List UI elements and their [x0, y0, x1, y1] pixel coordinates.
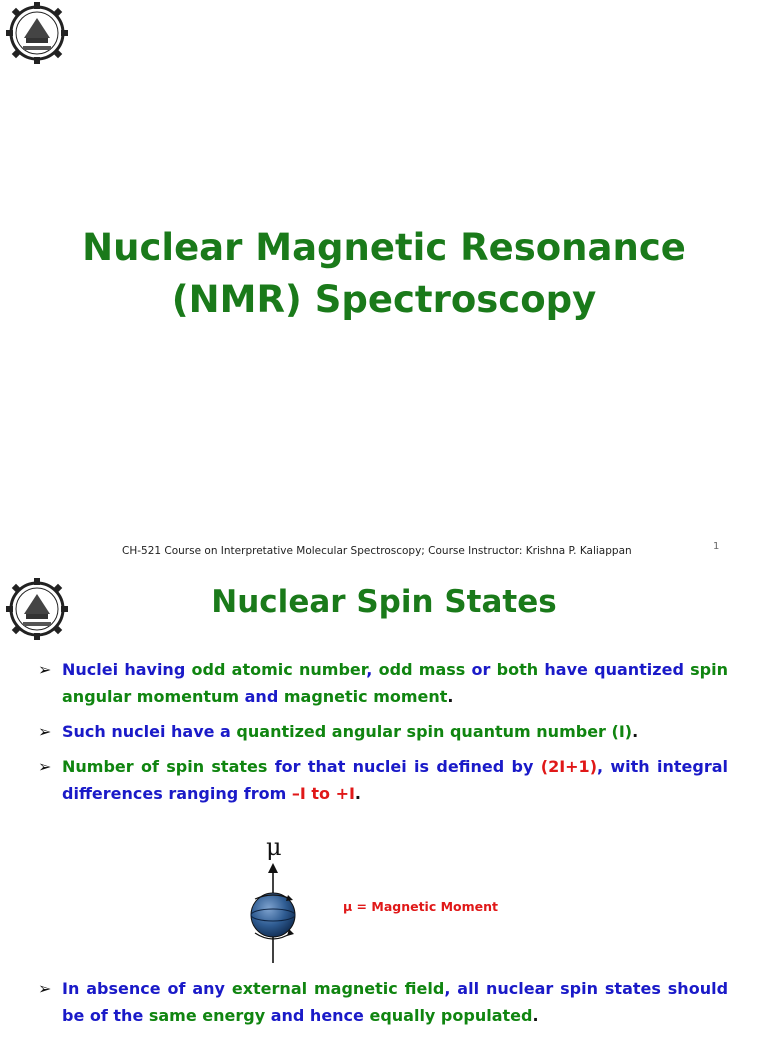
bottom-bullet: [38, 975, 728, 1037]
bullet-text-segment: .: [532, 1006, 539, 1025]
bullet-text-segment: , all nuclear spin states should be of the: [62, 979, 729, 1025]
bullet-text-segment: ,: [366, 660, 379, 679]
bullet-arrow-icon: ➢: [38, 757, 52, 776]
magnetic-moment-caption: μ = Magnetic Moment: [343, 899, 498, 914]
bullet-text-segment: , with integral differences ranging from: [62, 757, 729, 803]
bullet-text-segment: –I to +I: [291, 784, 355, 803]
bullet-text-segment: Such nuclei have a: [62, 722, 237, 741]
bullet-text-segment: odd atomic number: [191, 660, 367, 679]
bullet-text-segment: .: [354, 784, 361, 803]
bullet-text-segment: (2I+1): [540, 757, 597, 776]
bullet-item: [38, 718, 728, 745]
iit-bombay-logo-icon: [4, 0, 70, 66]
bullet-arrow-icon: ➢: [38, 979, 52, 998]
bullet-text-segment: and: [239, 687, 284, 706]
bullet-text-segment: magnetic moment: [283, 687, 448, 706]
mu-symbol: μ: [266, 833, 282, 861]
bullet-text-segment: Nuclei having: [62, 660, 192, 679]
bullet-item: [38, 656, 728, 710]
bullet-text-segment: equally populated: [369, 1006, 533, 1025]
slide-footer: CH-521 Course on Interpretative Molecular Spectroscopy; Course Instructor: Krishna P. Kaliappan: [122, 545, 632, 557]
slide-title: Nuclear Spin States: [211, 584, 557, 620]
bullet-text-segment: odd mass: [378, 660, 466, 679]
bullet-list: [38, 656, 728, 815]
bullet-item: [38, 975, 728, 1029]
bullet-text-segment: quantized angular spin quantum number (I): [236, 722, 633, 741]
slide-2: [0, 570, 768, 1024]
title-line-2: (NMR) Spectroscopy: [171, 278, 597, 321]
slide-title: [0, 222, 768, 326]
bullet-text-segment: external magnetic field: [231, 979, 445, 998]
bullet-text-segment: same energy: [148, 1006, 266, 1025]
spinning-nucleus-figure: [240, 833, 310, 973]
bullet-text-segment: spin angular momentum: [62, 660, 729, 706]
page-number: 1: [713, 541, 720, 552]
title-line-1: Nuclear Magnetic Resonance: [82, 226, 686, 269]
bullet-text-segment: .: [447, 687, 454, 706]
bullet-text-segment: In absence of any: [62, 979, 232, 998]
bullet-text-segment: or: [465, 660, 497, 679]
bullet-text-segment: have quantized: [538, 660, 691, 679]
bullet-text-segment: both: [496, 660, 539, 679]
bullet-item: [38, 753, 728, 807]
bullet-text-segment: Number of spin states: [62, 757, 268, 776]
bullet-arrow-icon: ➢: [38, 660, 52, 679]
bullet-text-segment: for that nuclei is defined by: [267, 757, 541, 776]
bullet-text-segment: .: [632, 722, 639, 741]
bullet-arrow-icon: ➢: [38, 722, 52, 741]
bullet-text-segment: and hence: [265, 1006, 370, 1025]
